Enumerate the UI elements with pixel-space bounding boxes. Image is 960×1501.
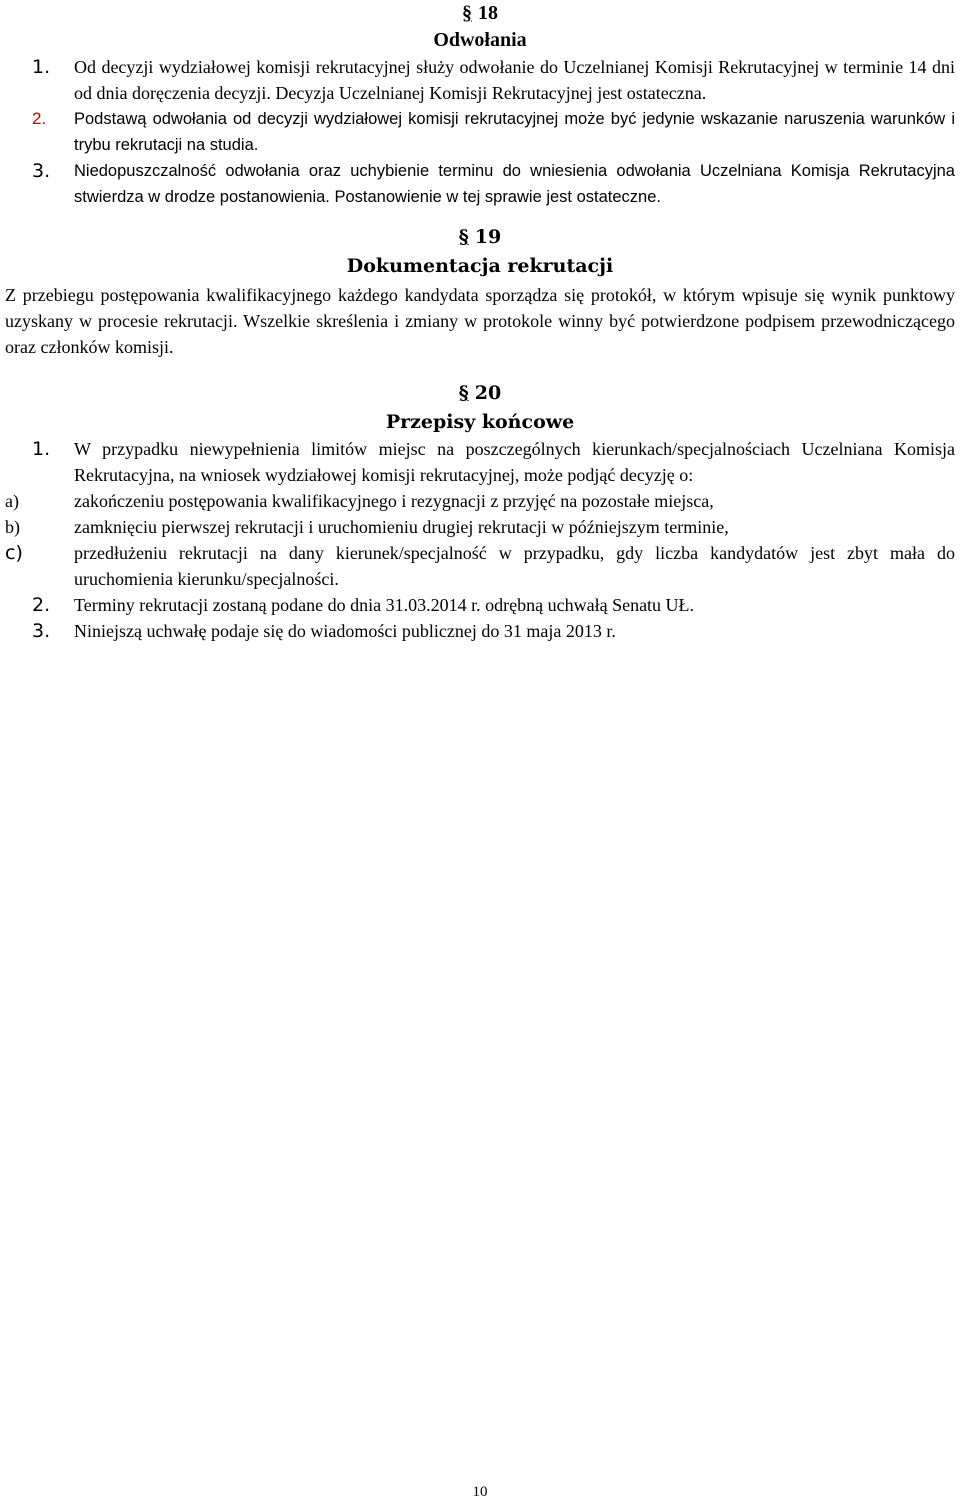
item-text: Podstawą odwołania od decyzji wydziałowej komisji rekrutacyjnej może być jedynie wskazanie naruszenia warunków i trybu rekrutacji na studia. bbox=[74, 110, 955, 154]
item-number: 3. bbox=[32, 620, 51, 642]
section-number: 19 bbox=[474, 226, 502, 248]
section-20-title: Przepisy końcowe bbox=[385, 411, 575, 433]
section-19-title: Dokumentacja rekrutacji bbox=[346, 255, 614, 277]
sub-item-b bbox=[5, 514, 955, 540]
list-item bbox=[5, 592, 955, 618]
section-number: 20 bbox=[474, 382, 502, 404]
section-number: 18 bbox=[478, 2, 498, 24]
list-item bbox=[5, 106, 955, 158]
sub-item-text: zamknięciu pierwszej rekrutacji i uruchomieniu drugiej rekrutacji w późniejszym terminie, bbox=[74, 517, 729, 537]
sub-item-label: a) bbox=[5, 491, 19, 511]
sub-item-label: c) bbox=[5, 542, 23, 564]
item-text: Od decyzji wydziałowej komisji rekrutacyjnej służy odwołanie do Uczelnianej Komisji Rekrutacyjnej w terminie 14 dni od dnia doręczenia decyzji. Decyzja Uczelnianej Komisji Rekrutacyjnej jest ostateczna. bbox=[74, 57, 955, 103]
paragraph-sign: § bbox=[458, 226, 469, 248]
item-text: Niniejszą uchwałę podaje się do wiadomości publicznej do 31 maja 2013 r. bbox=[74, 621, 616, 641]
sub-item-a bbox=[5, 488, 955, 514]
section-18-title: Odwołania bbox=[433, 29, 527, 51]
page-number: 10 bbox=[472, 1484, 488, 1500]
item-number: 3. bbox=[32, 160, 51, 182]
paragraph-sign: § bbox=[458, 382, 469, 404]
item-number: 2. bbox=[32, 594, 51, 616]
section-20-number bbox=[5, 380, 955, 407]
item-number: 1. bbox=[32, 438, 51, 460]
item-number: 2. bbox=[32, 109, 47, 128]
item-text: W przypadku niewypełnienia limitów miejsc na poszczególnych kierunkach/specjalnościach Uczelniana Komisja Rekrutacyjna, na wniosek wydziałowej komisji rekrutacyjnej, może podjąć decyzję o: bbox=[74, 439, 955, 485]
list-item bbox=[5, 618, 955, 644]
section-19-paragraph: Z przebiegu postępowania kwalifikacyjnego każdego kandydata sporządza się protokół, w którym wpisuje się wynik punktowy uzyskany w procesie rekrutacji. Wszelkie skreślenia i zmiany w protokole winny być potwierdzone podpisem przewodniczącego oraz członków komisji. bbox=[5, 285, 955, 357]
section-18-number bbox=[5, 0, 955, 27]
sub-item-text: zakończeniu postępowania kwalifikacyjnego i rezygnacji z przyjęć na pozostałe miejsca, bbox=[74, 491, 714, 511]
list-item bbox=[5, 54, 955, 106]
sub-item-text: przedłużeniu rekrutacji na dany kierunek/specjalność w przypadku, gdy liczba kandydatów jest zbyt mała do uruchomienia kierunku/specjalności. bbox=[74, 543, 955, 589]
list-item bbox=[5, 158, 955, 210]
section-19-number bbox=[5, 224, 955, 251]
item-text: Niedopuszczalność odwołania oraz uchybienie terminu do wniesienia odwołania Uczelniana Komisja Rekrutacyjna stwierdza w drodze postanowienia. Postanowienie w tej sprawie jest ostateczne. bbox=[74, 162, 955, 206]
item-text: Terminy rekrutacji zostaną podane do dnia 31.03.2014 r. odrębną uchwałą Senatu UŁ. bbox=[74, 595, 695, 615]
list-item bbox=[5, 436, 955, 488]
sub-item-c bbox=[5, 540, 955, 592]
sub-item-label: b) bbox=[5, 517, 20, 537]
document-content bbox=[5, 0, 955, 644]
item-number: 1. bbox=[32, 56, 51, 78]
paragraph-sign: § bbox=[462, 2, 472, 24]
